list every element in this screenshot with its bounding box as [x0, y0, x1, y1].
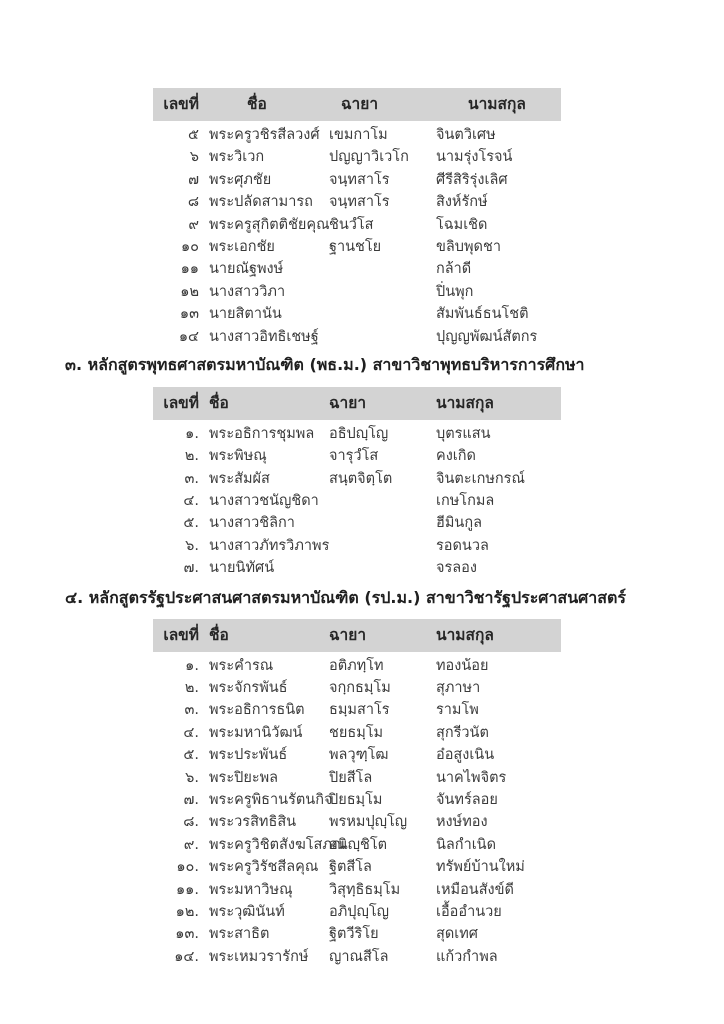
- name-cell: พระสาธิต: [209, 926, 270, 943]
- surname-cell: ทรัพย์บ้านใหม่: [436, 859, 525, 876]
- surname-cell: จรลอง: [436, 560, 477, 577]
- chaya-cell: [329, 490, 436, 512]
- row-number-cell: ๕: [188, 127, 199, 143]
- table-3-body: [153, 652, 561, 968]
- row-number-cell: ๑๒: [180, 283, 199, 300]
- section-heading-4: ๔. หลักสูตรรัฐประศาสนศาสตรมหาบัณฑิต (รป.ม.) สาขาวิชารัฐประศาสนศาสตร์: [65, 587, 627, 607]
- name-cell: พระเอกชัย: [209, 238, 275, 255]
- row-number-cell: ๘: [187, 194, 199, 211]
- row-number-cell: ๑๓: [179, 306, 199, 323]
- row-number-cell: ๑๓.: [175, 926, 199, 943]
- row-number-cell: ๖: [189, 149, 199, 166]
- table-row: [153, 535, 561, 557]
- chaya-cell: [329, 303, 436, 325]
- chaya-cell: [329, 512, 436, 534]
- chaya-cell: ปิยสีโล: [329, 769, 373, 786]
- table-row: [153, 946, 561, 968]
- surname-cell: บุตรแสน: [436, 425, 491, 442]
- chaya-cell: พรหมปุญฺโญ: [329, 814, 408, 831]
- table-row: [153, 834, 561, 856]
- table-row: [153, 557, 561, 579]
- surname-cell: เหมือนสังข์ดี: [436, 881, 514, 898]
- row-number-cell: ๓.: [184, 702, 199, 719]
- chaya-cell: อนิญฺชิโต: [329, 836, 388, 853]
- table-row: [153, 512, 561, 534]
- row-number-cell: ๔.: [183, 724, 199, 741]
- column-header-chaya: ฉายา: [329, 625, 367, 644]
- chaya-cell: ธมฺมสาโร: [329, 702, 390, 719]
- row-number-cell: ๔.: [183, 493, 199, 510]
- row-number-cell: ๙: [188, 216, 199, 233]
- surname-cell: แก้วกำพล: [436, 948, 498, 965]
- chaya-cell: ปญญาวิเวโก: [329, 149, 409, 166]
- surname-cell: ปุญญพัฒน์สัตกร: [436, 328, 538, 345]
- chaya-cell: จกฺกธมฺโม: [329, 680, 391, 697]
- roster-table-1: [153, 88, 561, 348]
- table-row: [153, 326, 561, 348]
- table-2-header-row: [153, 387, 561, 420]
- table-row: [153, 744, 561, 766]
- table-row: [153, 856, 561, 878]
- table-row: [153, 655, 561, 677]
- row-number-cell: ๗.: [183, 560, 199, 577]
- table-row: [153, 811, 561, 833]
- surname-cell: นาคไพจิตร: [436, 769, 507, 786]
- surname-cell: สุภาษา: [436, 680, 481, 697]
- table-row: [153, 258, 561, 280]
- row-number-cell: ๒.: [184, 448, 199, 465]
- name-cell: พระครูวิชิตสังฆโสภณ: [209, 836, 346, 853]
- chaya-cell: ปิยธมฺโม: [329, 791, 383, 808]
- table-row: [153, 490, 561, 512]
- row-number-cell: ๙.: [183, 836, 199, 853]
- table-3-header-row: [153, 619, 561, 652]
- chaya-cell: [329, 557, 436, 579]
- row-number-cell: ๑๒.: [175, 903, 199, 920]
- surname-cell: คงเกิด: [436, 448, 476, 465]
- chaya-cell: ฐิตวีริโย: [329, 926, 379, 943]
- column-header-no: เลขที่: [163, 95, 199, 113]
- row-number-cell: ๑๑: [180, 261, 199, 278]
- surname-cell: นิลกำเนิด: [436, 836, 497, 853]
- chaya-cell: ญาณสีโล: [329, 948, 389, 965]
- table-row: [153, 191, 561, 213]
- name-cell: นางสาวชิลิกา: [209, 515, 295, 532]
- name-cell: นางสาวอิทธิเชษฐ์: [209, 328, 319, 345]
- table-row: [153, 423, 561, 445]
- roster-table-2: [153, 387, 561, 580]
- surname-cell: ขลิบพุดชา: [436, 238, 501, 255]
- name-cell: พระคำรณ: [209, 657, 274, 674]
- column-header-name: ชื่อ: [209, 625, 229, 644]
- table-row: [153, 468, 561, 490]
- name-cell: พระครูวิรัชสีลคุณ: [209, 859, 319, 876]
- chaya-cell: จารุวํโส: [329, 448, 379, 465]
- table-row: [153, 677, 561, 699]
- chaya-cell: อธิปญฺโญ: [329, 425, 389, 442]
- surname-cell: นามรุ่งโรจน์: [436, 149, 513, 166]
- chaya-cell: ชยธมฺโม: [329, 724, 384, 741]
- chaya-cell: อติภทฺโท: [329, 657, 384, 674]
- surname-cell: สุกรีวนัต: [436, 724, 489, 741]
- table-row: [153, 445, 561, 467]
- row-number-cell: ๑๔.: [174, 948, 199, 965]
- table-1-header-row: [153, 88, 561, 121]
- name-cell: พระอธิการชุมพล: [209, 425, 315, 442]
- name-cell: พระจักรพันธ์: [209, 680, 288, 697]
- surname-cell: รามโพ: [436, 702, 479, 719]
- name-cell: พระศุภชัย: [209, 171, 272, 188]
- chaya-cell: สนฺตจิตฺโต: [329, 470, 393, 487]
- surname-cell: กล้าดี: [436, 261, 472, 278]
- row-number-cell: ๑.: [185, 425, 199, 442]
- chaya-cell: ชินวํโส: [329, 216, 374, 233]
- surname-cell: รอดนวล: [436, 537, 489, 554]
- surname-cell: สัมพันธ์ธนโชติ: [436, 306, 529, 323]
- table-row: [153, 722, 561, 744]
- row-number-cell: ๑๐.: [176, 859, 199, 876]
- name-cell: พระครูสุกิตติชัยคุณ: [209, 216, 330, 233]
- name-cell: พระอธิการธนิต: [209, 702, 305, 719]
- name-cell: นายณัฐพงษ์: [209, 261, 284, 278]
- table-row: [153, 124, 561, 146]
- table-row: [153, 214, 561, 236]
- section-heading-3: ๓. หลักสูตรพุทธศาสตรมหาบัณฑิต (พธ.ม.) สาขาวิชาพุทธบริหารการศึกษา: [65, 354, 585, 374]
- chaya-cell: อภิปุญฺโญ: [329, 903, 389, 920]
- chaya-cell: จนฺทสาโร: [329, 171, 390, 188]
- table-row: [153, 236, 561, 258]
- column-header-surname: นามสกุล: [468, 95, 526, 113]
- row-number-cell: ๕.: [183, 515, 199, 532]
- chaya-cell: [329, 326, 436, 348]
- surname-cell: จินตะเกษกรณ์: [436, 470, 525, 487]
- table-row: [153, 923, 561, 945]
- column-header-no: เลขที่: [163, 393, 199, 412]
- name-cell: พระสัมผัส: [209, 470, 270, 487]
- row-number-cell: ๗.: [183, 791, 199, 808]
- name-cell: นายนิทัศน์: [209, 560, 275, 577]
- name-cell: นางสาววิภา: [209, 283, 286, 300]
- roster-table-3: [153, 619, 561, 968]
- column-header-chaya: ฉายา: [329, 393, 367, 412]
- name-cell: พระวิเวก: [209, 149, 265, 166]
- chaya-cell: วิสุทฺธิธมฺโม: [329, 881, 401, 898]
- column-header-chaya: ฉายา: [341, 95, 379, 113]
- surname-cell: เอื้ออำนวย: [436, 903, 502, 920]
- chaya-cell: จนฺทสาโร: [329, 194, 390, 211]
- row-number-cell: ๖.: [185, 769, 199, 786]
- table-row: [153, 767, 561, 789]
- column-header-surname: นามสกุล: [436, 393, 494, 412]
- name-cell: นายสิตานัน: [209, 306, 282, 323]
- chaya-cell: ฐานชโย: [329, 238, 382, 255]
- column-header-no: เลขที่: [163, 625, 199, 644]
- name-cell: พระวุฒินันท์: [209, 903, 285, 920]
- name-cell: พระครูพิธานรัตนกิจ: [209, 791, 333, 808]
- surname-cell: จินตวิเศษ: [436, 127, 496, 143]
- name-cell: พระปิยะพล: [209, 769, 279, 786]
- chaya-cell: ฐิตสีโล: [329, 859, 372, 876]
- chaya-cell: [329, 281, 436, 303]
- name-cell: พระวรสิทธิสิน: [209, 814, 297, 831]
- table-row: [153, 303, 561, 325]
- name-cell: พระมหาวิษณุ: [209, 881, 293, 898]
- column-header-surname: นามสกุล: [436, 625, 494, 644]
- row-number-cell: ๕.: [183, 747, 199, 764]
- name-cell: พระครูวชิรสีลวงศ์: [209, 127, 320, 143]
- name-cell: พระเหมวรารักษ์: [209, 948, 309, 965]
- table-row: [153, 789, 561, 811]
- table-row: [153, 146, 561, 168]
- name-cell: นางสาวภัทรวิภาพร: [209, 537, 330, 554]
- row-number-cell: ๑๔: [178, 328, 199, 345]
- name-cell: พระประพันธ์: [209, 747, 288, 764]
- name-cell: พระพิษณุ: [209, 448, 267, 465]
- name-cell: นางสาวชนัญชิดา: [209, 493, 319, 510]
- row-number-cell: ๖.: [185, 537, 199, 554]
- surname-cell: เกษโกมล: [436, 493, 495, 510]
- table-row: [153, 699, 561, 721]
- surname-cell: สิงห์รักษ์: [436, 194, 488, 211]
- row-number-cell: ๑๑.: [175, 881, 199, 898]
- chaya-cell: [329, 535, 436, 557]
- row-number-cell: ๑.: [185, 657, 199, 674]
- chaya-cell: เขมกาโม: [329, 127, 388, 143]
- chaya-cell: พลวุฑฺโฒ: [329, 747, 389, 764]
- surname-cell: สุดเทศ: [436, 926, 478, 943]
- table-row: [153, 901, 561, 923]
- column-header-name: ชื่อ: [209, 393, 229, 412]
- table-row: [153, 169, 561, 191]
- surname-cell: โฉมเชิด: [436, 216, 488, 233]
- row-number-cell: ๗: [188, 171, 199, 188]
- table-row: [153, 281, 561, 303]
- surname-cell: ฮีมินกูล: [436, 515, 482, 532]
- table-row: [153, 879, 561, 901]
- row-number-cell: ๑๐: [180, 238, 199, 255]
- column-header-name: ชื่อ: [247, 95, 267, 113]
- row-number-cell: ๘.: [183, 814, 199, 831]
- table-2-body: [153, 420, 561, 580]
- surname-cell: จันทร์ลอย: [436, 791, 498, 808]
- name-cell: พระปลัดสามารถ: [209, 194, 313, 211]
- row-number-cell: ๒.: [184, 680, 199, 697]
- chaya-cell: [329, 258, 436, 280]
- name-cell: พระมหานิวัฒน์: [209, 724, 303, 741]
- surname-cell: ทองน้อย: [436, 657, 489, 674]
- row-number-cell: ๓.: [184, 470, 199, 487]
- table-1-body: [153, 121, 561, 348]
- surname-cell: อ๋อสูงเนิน: [436, 747, 495, 764]
- surname-cell: ศีรีสิริรุ่งเลิศ: [436, 171, 508, 188]
- surname-cell: ปิ่นพุก: [436, 283, 474, 300]
- surname-cell: หงษ์ทอง: [436, 814, 488, 831]
